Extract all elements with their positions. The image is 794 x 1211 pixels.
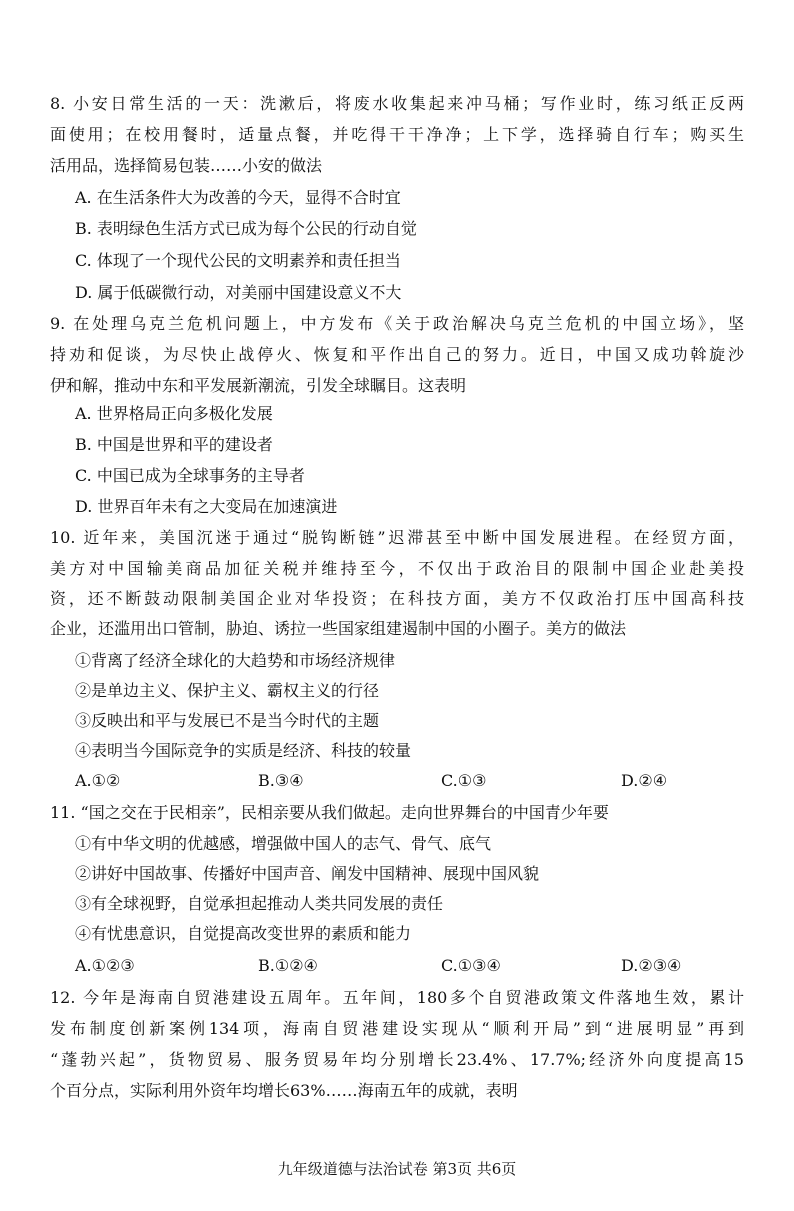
q9-stem-line-2: 持劝和促谈，为尽快止战停火、恢复和平作出自己的努力。近日，中国又成功斡旋沙 bbox=[50, 345, 744, 364]
q8-option-d: D. 属于低碳微行动，对美丽中国建设意义不大 bbox=[75, 283, 402, 302]
q11-choice-c: C.①③④ bbox=[441, 956, 501, 975]
q12-stem-line-1: 12. 今年是海南自贸港建设五周年。五年间，180多个自贸港政策文件落地生效，累计 bbox=[50, 988, 744, 1007]
q11-choice-b: B.①②④ bbox=[258, 956, 318, 975]
q11-statement-4: ④有忧患意识，自觉提高改变世界的素质和能力 bbox=[75, 924, 412, 943]
q12-stem-line-2: 发布制度创新案例134项，海南自贸港建设实现从“顺利开局”到“进展明显”再到 bbox=[50, 1019, 744, 1038]
q10-choice-a: A.①② bbox=[75, 771, 121, 790]
q10-stem-line-3: 资，还不断鼓动限制美国企业对华投资；在科技方面，美方不仅政治打压中国高科技 bbox=[50, 589, 744, 608]
q10-statement-3: ③反映出和平与发展已不是当今时代的主题 bbox=[75, 711, 380, 730]
q10-stem-line-4: 企业，还滥用出口管制，胁迫、诱拉一些国家组建遏制中国的小圈子。美方的做法 bbox=[50, 619, 627, 638]
q10-stem-line-1: 10. 近年来，美国沉迷于通过“脱钩断链”迟滞甚至中断中国发展进程。在经贸方面， bbox=[50, 528, 744, 547]
q11-statement-1: ①有中华文明的优越感，增强做中国人的志气、骨气、底气 bbox=[75, 834, 492, 853]
q8-option-a: A. 在生活条件大为改善的今天，显得不合时宜 bbox=[75, 188, 401, 207]
q8-option-b: B. 表明绿色生活方式已成为每个公民的行动自觉 bbox=[75, 219, 417, 238]
q10-statement-4: ④表明当今国际竞争的实质是经济、科技的较量 bbox=[75, 741, 412, 760]
q9-stem-line-3: 伊和解，推动中东和平发展新潮流，引发全球瞩目。这表明 bbox=[50, 376, 467, 395]
q10-stem-line-2: 美方对中国输美商品加征关税并维持至今，不仅出于政治目的限制中国企业赴美投 bbox=[50, 559, 744, 578]
q11-stem-line-1: 11. “国之交在于民相亲”，民相亲要从我们做起。走向世界舞台的中国青少年要 bbox=[50, 803, 609, 822]
q11-choice-d: D.②③④ bbox=[621, 956, 682, 975]
q10-choice-b: B.③④ bbox=[258, 771, 304, 790]
q9-option-b: B. 中国是世界和平的建设者 bbox=[75, 435, 273, 454]
q10-statement-1: ①背离了经济全球化的大趋势和市场经济规律 bbox=[75, 651, 396, 670]
q9-option-d: D. 世界百年未有之大变局在加速演进 bbox=[75, 497, 338, 516]
q12-stem-line-4: 个百分点，实际利用外资年均增长63%……海南五年的成就，表明 bbox=[50, 1081, 518, 1100]
q8-stem-line-1: 8. 小安日常生活的一天：洗漱后，将废水收集起来冲马桶；写作业时，练习纸正反两 bbox=[50, 94, 744, 113]
q9-stem-line-1: 9. 在处理乌克兰危机问题上，中方发布《关于政治解决乌克兰危机的中国立场》，坚 bbox=[50, 314, 744, 333]
q10-statement-2: ②是单边主义、保护主义、霸权主义的行径 bbox=[75, 681, 380, 700]
q10-choice-c: C.①③ bbox=[441, 771, 487, 790]
page-footer: 九年级道德与法治试卷 第3页 共6页 bbox=[277, 1160, 517, 1178]
q11-statement-2: ②讲好中国故事、传播好中国声音、阐发中国精神、展现中国风貌 bbox=[75, 864, 540, 883]
q8-stem-line-2: 面使用；在校用餐时，适量点餐，并吃得干干净净；上下学，选择骑自行车；购买生 bbox=[50, 125, 744, 144]
q12-stem-line-3: “蓬勃兴起”，货物贸易、服务贸易年均分别增长23.4%、17.7%;经济外向度提高15 bbox=[50, 1050, 744, 1069]
q9-option-a: A. 世界格局正向多极化发展 bbox=[75, 404, 273, 423]
q9-option-c: C. 中国已成为全球事务的主导者 bbox=[75, 466, 305, 485]
q8-option-c: C. 体现了一个现代公民的文明素养和责任担当 bbox=[75, 251, 401, 270]
q10-choice-d: D.②④ bbox=[621, 771, 668, 790]
q11-choice-a: A.①②③ bbox=[75, 956, 135, 975]
q8-stem-line-3: 活用品，选择简易包装……小安的做法 bbox=[50, 156, 323, 175]
q11-statement-3: ③有全球视野，自觉承担起推动人类共同发展的责任 bbox=[75, 894, 444, 913]
